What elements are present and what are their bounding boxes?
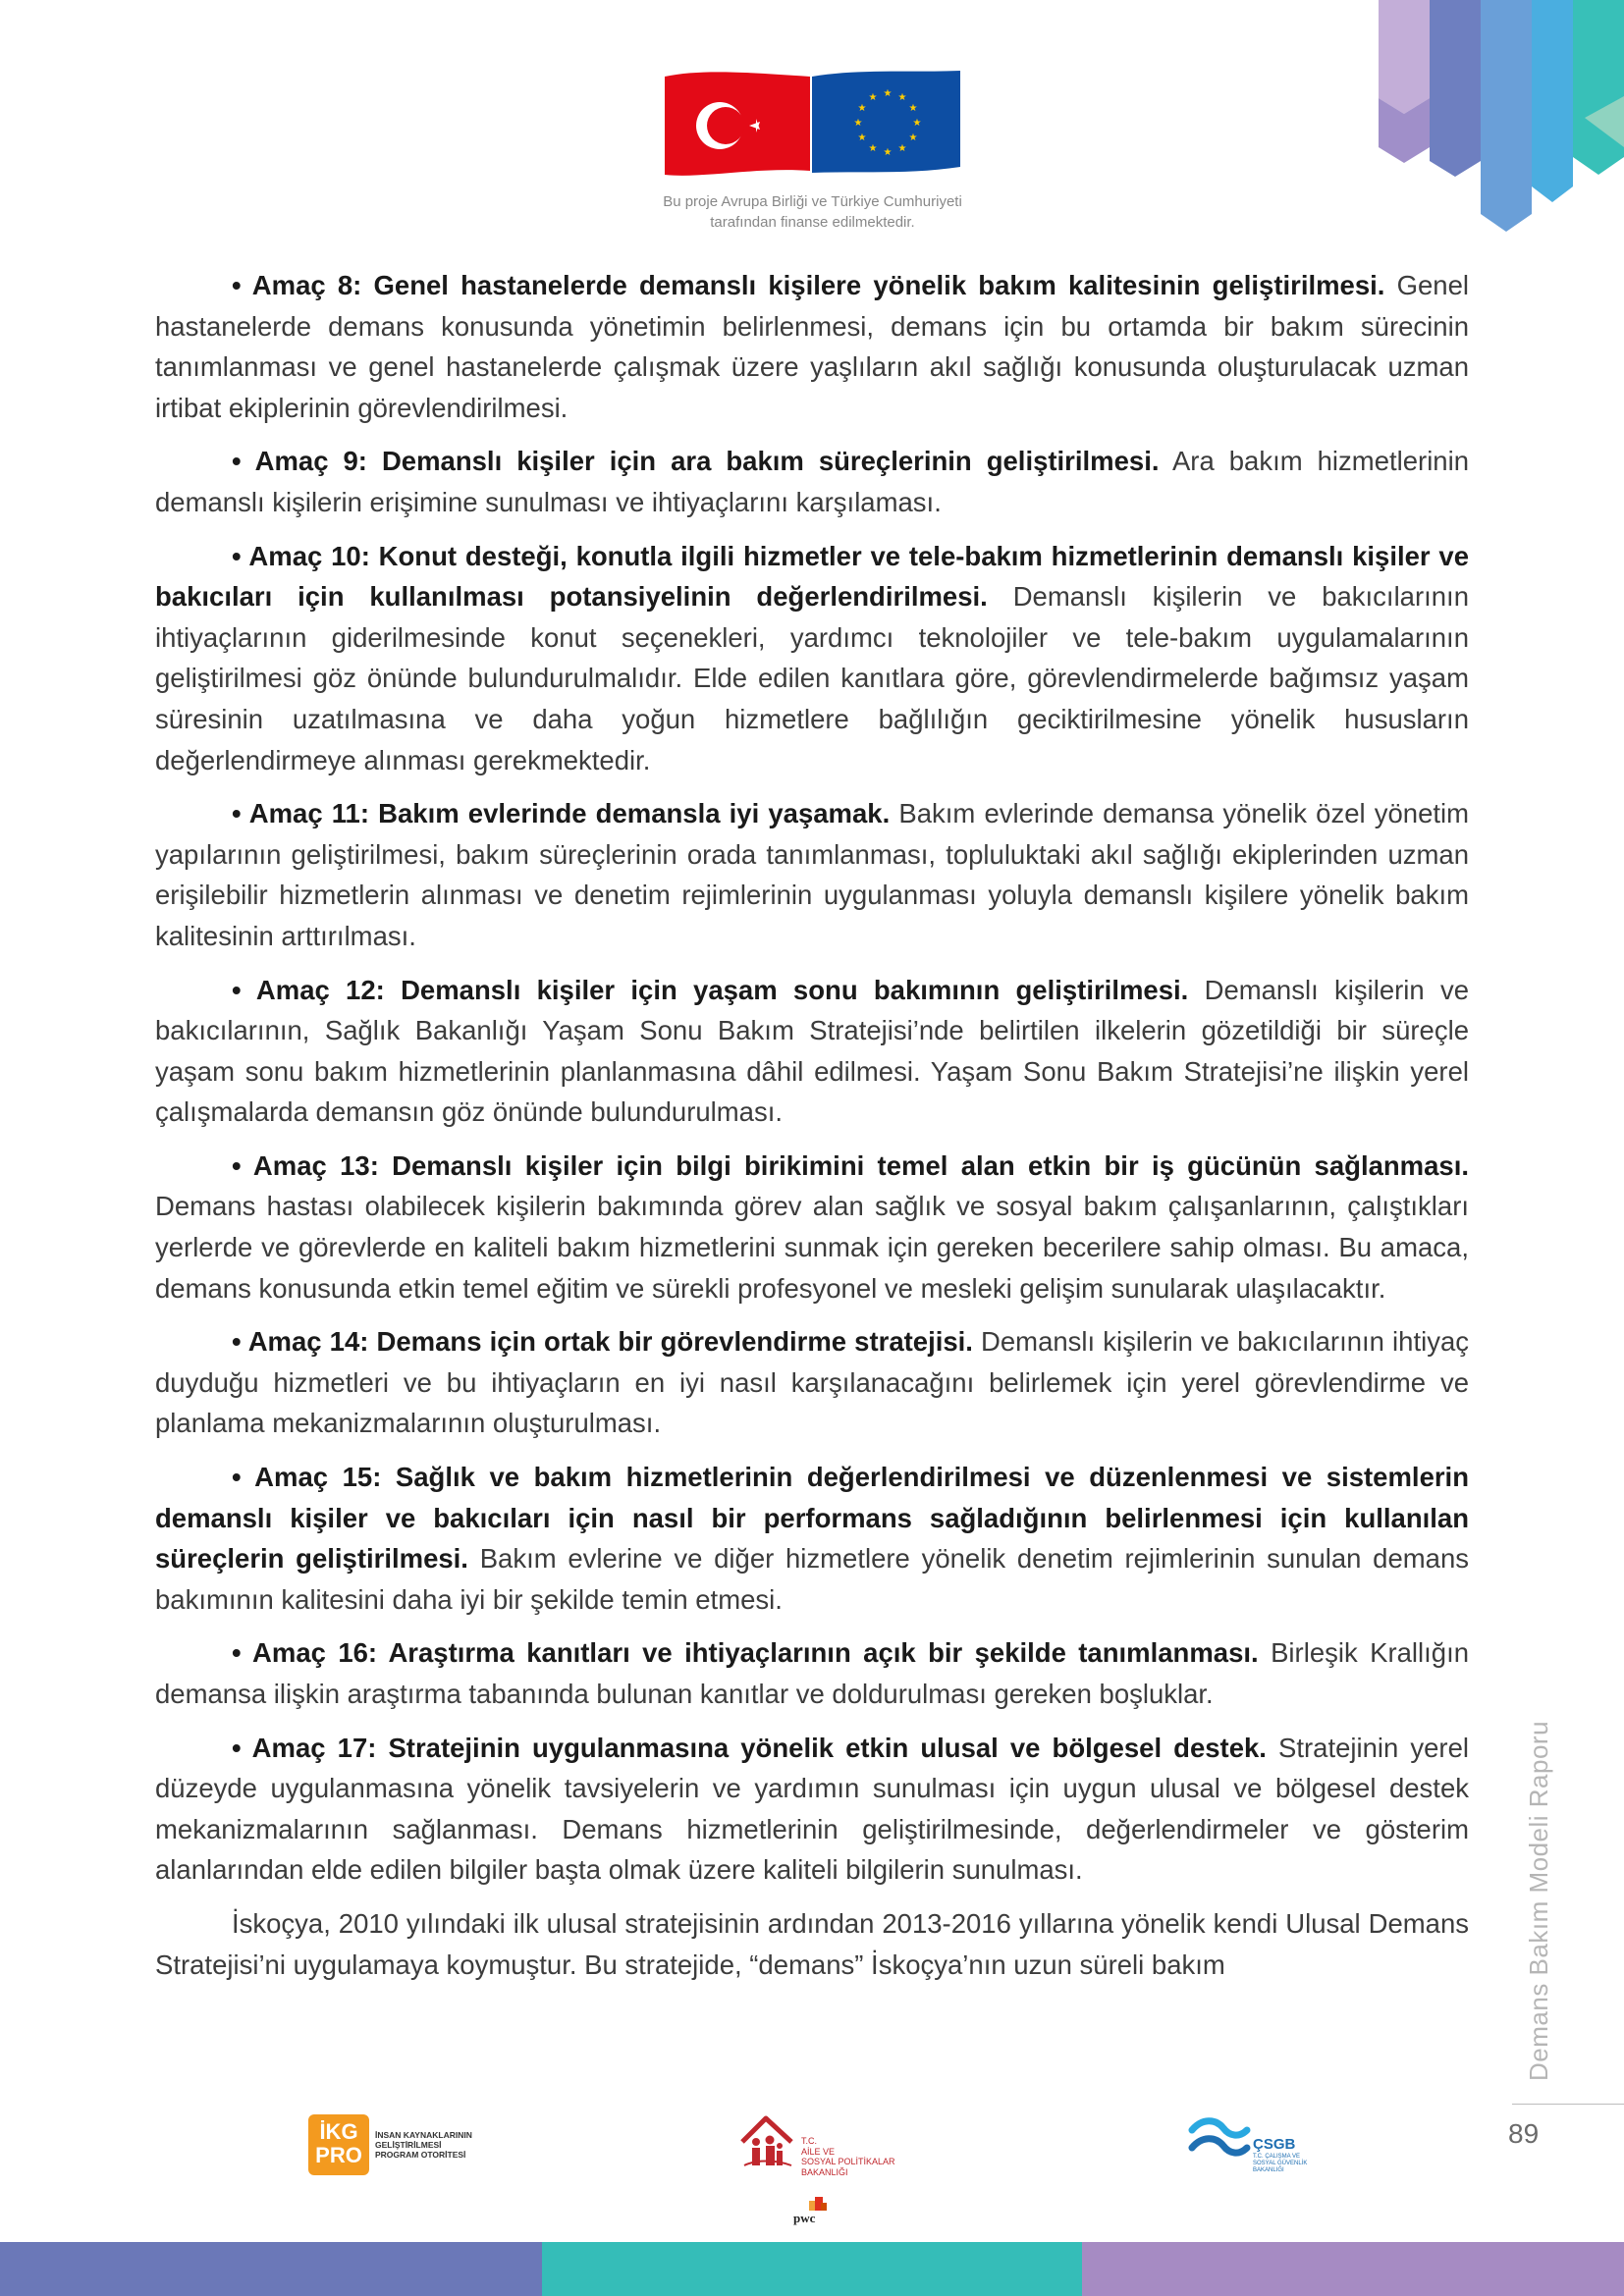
paragraph-heading: • Amaç 9: Demanslı kişiler için ara bakım süreçlerinin geliştirilmesi. <box>232 446 1160 477</box>
ikg-pro-logo-text <box>375 2130 483 2160</box>
svg-text:★: ★ <box>883 147 893 158</box>
footer-bar-teal <box>542 2242 1082 2296</box>
paragraph-heading: • Amaç 11: Bakım evlerinde demansla iyi yaşamak. <box>232 798 891 829</box>
paragraph-text: Bakım evlerinde demansa yönelik özel yönetim yapılarının geliştirilmesi, bakım süreçlerinin orada tanımlanması, topluluktaki akıl sağlığı ekiplerinden uzman erişilebilir hizmetlerin alınması ve denetim rejimlerinin uygulanması yoluyla demanslı kişilere yönelik bakım kalitesinin arttırılması. <box>155 798 1470 951</box>
csgb-title: ÇSGB <box>1253 2136 1296 2153</box>
paragraph-text: Bakım evlerine ve diğer hizmetlere yönelik denetim rejimlerinin sunulan demans bakımının kalitesini daha iyi bir şekilde temin etmesi. <box>155 1543 1470 1615</box>
svg-text:★: ★ <box>908 133 918 143</box>
ikg-line1: İNSAN KAYNAKLARININ <box>375 2130 472 2140</box>
paragraph-goal-12 <box>155 970 1469 1133</box>
svg-text:★: ★ <box>897 143 907 154</box>
paragraph-heading: • Amaç 10: Konut desteği, konutla ilgili hizmetler ve tele-bakım hizmetlerinin demanslı kişiler ve bakıcıları için kullanılması potansiyelinin değerlendirilmesi. <box>155 540 1469 613</box>
ikg-line2: GELİŞTİRİLMESİ <box>375 2140 442 2150</box>
svg-text:★: ★ <box>897 92 907 103</box>
report-title-vertical: Demans Bakım Modeli Raporu <box>1524 1720 1553 2081</box>
footer-bar-lavender <box>1082 2242 1624 2296</box>
aile-bakanligi-logo <box>736 2112 893 2183</box>
paragraph-text: İskoçya, 2010 yılındaki ilk ulusal stratejisinin ardından 2013-2016 yıllarına yönelik kendi Ulusal Demans Stratejisi’ni uygulamaya koymuştur. Bu stratejide, “demans” İskoçya’nın uzun süreli bakım <box>155 1907 1469 1980</box>
paragraph-text: Demanslı kişilerin ve bakıcılarının ihtiyaçlarının giderilmesinde konut seçenekleri, yardımcı teknolojiler ve tele-bakım uygulamalarının geliştirilmesi göz önünde bulundurulmalıdır. Elde edilen kanıtlara göre, görevlendirmelerde bağımsız yaşam süresinin uzatılmasına ve daha yoğun hizmetlere bağlılığın geciktirilmesine yönelik hususların değerlendirmeye alınması gerekmektedir. <box>155 581 1469 775</box>
footer-bar-purple-blue <box>0 2242 542 2296</box>
pwc-logo <box>787 2195 831 2226</box>
funding-caption <box>628 191 997 233</box>
paragraph-goal-17 <box>155 1728 1469 1891</box>
paragraph-text: Stratejinin yerel düzeyde uygulanmasına yönelik tavsiyelerin ve yardımın sunulması için uygun ulusal ve bölgesel destek mekanizmalarının sağlanması. Demans hizmetlerinin geliştirilmesinde, değerlendirmeler ve gösterim alanlarından elde edilen bilgiler başta olmak üzere kaliteli bilgilerin sunulması. <box>155 1732 1469 1886</box>
paragraph-text: Demanslı kişilerin ve bakıcılarının ihtiyaç duyduğu hizmetleri ve bu ihtiyaçların en iyi nasıl karşılanacağını belirlemek için yerel görevlendirme ve planlama mekanizmalarının oluşturulması. <box>155 1326 1469 1439</box>
paragraph-goal-16 <box>155 1632 1469 1714</box>
csgb-logo <box>1188 2112 1326 2177</box>
paragraph-heading: • Amaç 15: Sağlık ve bakım hizmetlerinin değerlendirilmesi ve düzenlenmesi ve sistemlerin demanslı kişiler ve bakıcıları için nasıl bir performans sağladığının belirlenmesi için kullanılan süreçlerin geliştirilmesi. <box>155 1462 1469 1575</box>
pwc-wordmark: pwc <box>793 2211 816 2225</box>
ikg-pro-logo <box>308 2114 475 2177</box>
svg-text:★: ★ <box>857 103 867 114</box>
svg-text:★: ★ <box>857 133 867 143</box>
svg-text:★: ★ <box>868 143 878 154</box>
decorative-ribbons <box>1379 0 1624 236</box>
svg-text:★: ★ <box>912 118 922 129</box>
svg-text:★: ★ <box>853 118 863 129</box>
eu-flag-icon <box>812 71 960 173</box>
aile-line1: T.C. <box>801 2136 818 2146</box>
svg-text:★: ★ <box>908 103 918 114</box>
paragraph-heading: • Amaç 8: Genel hastanelerde demanslı kişilere yönelik bakım kalitesinin geliştirilmesi. <box>232 270 1385 300</box>
funding-caption-line2: tarafından finanse edilmektedir. <box>710 214 915 231</box>
aile-logo-text <box>801 2136 899 2177</box>
aile-line2: AİLE VE <box>801 2146 836 2157</box>
turkey-flag-icon <box>665 72 810 175</box>
family-house-icon <box>736 2112 797 2173</box>
paragraph-heading: • Amaç 14: Demans için ortak bir görevlendirme stratejisi. <box>232 1326 973 1358</box>
paragraph-text: Demanslı kişilerin ve bakıcılarının, Sağlık Bakanlığı Yaşam Sonu Bakım Stratejisi’nde belirtilen ilkelerin gözetildiği bir süreçle yaşam sonu bakım hizmetlerinin planlanmasına dâhil edilmesi. Yaşam Sonu Bakım Stratejisi’ne ilişkin yerel çalışmalarda demansın göz önünde bulundurulması. <box>155 974 1469 1128</box>
aile-line3: SOSYAL POLİTİKALAR <box>801 2157 895 2166</box>
svg-text:★: ★ <box>883 88 893 99</box>
paragraph-goal-13 <box>155 1146 1469 1308</box>
paragraph-goal-8 <box>155 265 1469 428</box>
pwc-blocks-icon <box>801 2195 831 2211</box>
funding-caption-line1: Bu proje Avrupa Birliği ve Türkiye Cumhuriyeti <box>663 193 962 210</box>
paragraph-goal-10 <box>155 536 1469 781</box>
aile-line4: BAKANLIĞI <box>801 2166 848 2177</box>
page-number-divider <box>1512 2104 1624 2105</box>
svg-text:★: ★ <box>868 92 878 103</box>
paragraph-scotland <box>155 1903 1469 1985</box>
csgb-wave-icon <box>1188 2116 1251 2167</box>
paragraph-heading: • Amaç 17: Stratejinin uygulanmasına yönelik etkin ulusal ve bölgesel destek. <box>232 1732 1267 1763</box>
paragraph-text: Genel hastanelerde demans konusunda yönetimin belirlenmesi, demans için bu ortamda bir bakım sürecinin tanımlanması ve genel hastanelerde çalışmak üzere yaşlıların akıl sağlığı konusunda oluşturulacak uzman irtibat ekiplerinin görevlendirilmesi. <box>155 270 1469 423</box>
paragraph-goal-11 <box>155 793 1469 956</box>
paragraph-goal-9 <box>155 441 1469 522</box>
paragraph-goal-14 <box>155 1321 1469 1444</box>
paragraph-heading: • Amaç 13: Demanslı kişiler için bilgi birikimini temel alan etkin bir iş gücünün sağlanması. <box>232 1149 1469 1181</box>
ikg-pro-badge-icon: İKG PRO <box>308 2114 369 2175</box>
tr-eu-flags <box>663 69 962 179</box>
paragraph-heading: • Amaç 16: Araştırma kanıtları ve ihtiyaçlarının açık bir şekilde tanımlanması. <box>232 1637 1259 1669</box>
ikg-line3: PROGRAM OTORİTESİ <box>375 2150 466 2160</box>
paragraph-text: Ara bakım hizmetlerinin demanslı kişilerin erişimine sunulması ve ihtiyaçlarını karşılaması. <box>155 446 1470 517</box>
paragraph-heading: • Amaç 12: Demanslı kişiler için yaşam sonu bakımının geliştirilmesi. <box>232 974 1189 1005</box>
paragraph-text: Birleşik Krallığın demansa ilişkin araştırma tabanında bulunan kanıtlar ve doldurulması gereken boşluklar. <box>155 1637 1470 1709</box>
page-number: 89 <box>1508 2118 1540 2149</box>
paragraph-goal-15 <box>155 1457 1469 1620</box>
csgb-subtitle: T.C. ÇALIŞMA VE SOSYAL GÜVENLİK BAKANLIĞI <box>1253 2154 1308 2173</box>
paragraph-text: Demans hastası olabilecek kişilerin bakımında görev alan sağlık ve sosyal bakım çalışanlarının, çalıştıkları yerlerde ve görevlerde en kaliteli bakım hizmetlerini sunmak için gereken becerilere sahip olması. Bu amaca, demans konusunda etkin temel eğitim ve sürekli profesyonel ve mesleki gelişim sunularak ulaşılacaktır. <box>155 1191 1469 1304</box>
document-body <box>155 265 1469 1998</box>
